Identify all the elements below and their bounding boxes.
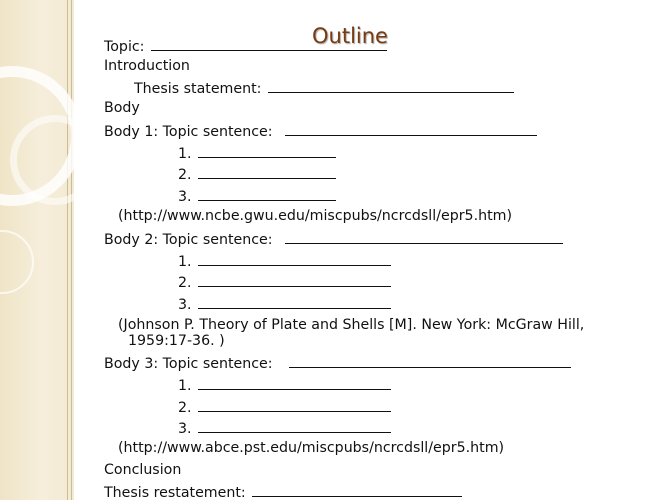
slide-title: Outline: [312, 24, 388, 48]
body2-item-1: [178, 251, 391, 272]
body1-topic-label: Body 1: Topic sentence:: [104, 124, 273, 140]
decorative-ring: [0, 230, 34, 294]
body2-topic-line: [104, 229, 563, 250]
body3-topic-line: [104, 353, 571, 374]
sidebar-rule: [71, 0, 72, 500]
decorative-sidebar: [0, 0, 74, 500]
body3-item-1: [178, 375, 391, 396]
body3-topic-blank: [289, 353, 571, 368]
body1-item-1: [178, 143, 336, 164]
body1-item-3: [178, 186, 336, 207]
topic-line: [104, 36, 387, 57]
body3-item-2: [178, 397, 391, 418]
body3-source-url: (http://www.abce.pst.edu/miscpubs/ncrcdsll/epr5.htm): [118, 440, 505, 456]
item-blank: [198, 375, 391, 390]
item-number: 3.: [178, 421, 192, 437]
body1-source-url: (http://www.ncbe.gwu.edu/miscpubs/ncrcdsll/epr5.htm): [118, 208, 512, 224]
body2-topic-blank: [285, 229, 563, 244]
item-number: 2.: [178, 275, 192, 291]
item-blank: [198, 397, 391, 412]
body-heading: Body: [104, 100, 140, 116]
item-number: 3.: [178, 297, 192, 313]
thesis-statement-label: Thesis statement:: [134, 81, 262, 97]
body2-source-citation-cont: 1959:17-36. ): [128, 333, 225, 349]
body2-item-2: [178, 272, 391, 293]
item-blank: [198, 251, 391, 266]
item-blank: [198, 294, 391, 309]
item-number: 2.: [178, 167, 192, 183]
body1-topic-line: [104, 121, 537, 142]
body2-topic-label: Body 2: Topic sentence:: [104, 232, 273, 248]
body2-item-3: [178, 294, 391, 315]
thesis-restatement-label: Thesis restatement:: [104, 485, 246, 501]
thesis-statement-line: [134, 78, 514, 99]
body1-item-2: [178, 164, 336, 185]
item-blank: [198, 186, 336, 201]
item-number: 1.: [178, 146, 192, 162]
sidebar-rule: [67, 0, 68, 500]
item-number: 2.: [178, 400, 192, 416]
item-number: 3.: [178, 189, 192, 205]
body2-source-citation: (Johnson P. Theory of Plate and Shells [M]. New York: McGraw Hill,: [118, 317, 585, 333]
item-blank: [198, 418, 391, 433]
introduction-heading: Introduction: [104, 58, 190, 74]
topic-label: Topic:: [104, 39, 145, 55]
thesis-statement-blank: [268, 78, 514, 93]
conclusion-heading: Conclusion: [104, 462, 182, 478]
item-blank: [198, 164, 336, 179]
item-number: 1.: [178, 378, 192, 394]
topic-blank: [151, 36, 387, 51]
item-blank: [198, 143, 336, 158]
item-blank: [198, 272, 391, 287]
thesis-restatement-blank: [252, 482, 462, 497]
body3-topic-label: Body 3: Topic sentence:: [104, 356, 273, 372]
body3-item-3: [178, 418, 391, 439]
item-number: 1.: [178, 254, 192, 270]
body1-topic-blank: [285, 121, 537, 136]
